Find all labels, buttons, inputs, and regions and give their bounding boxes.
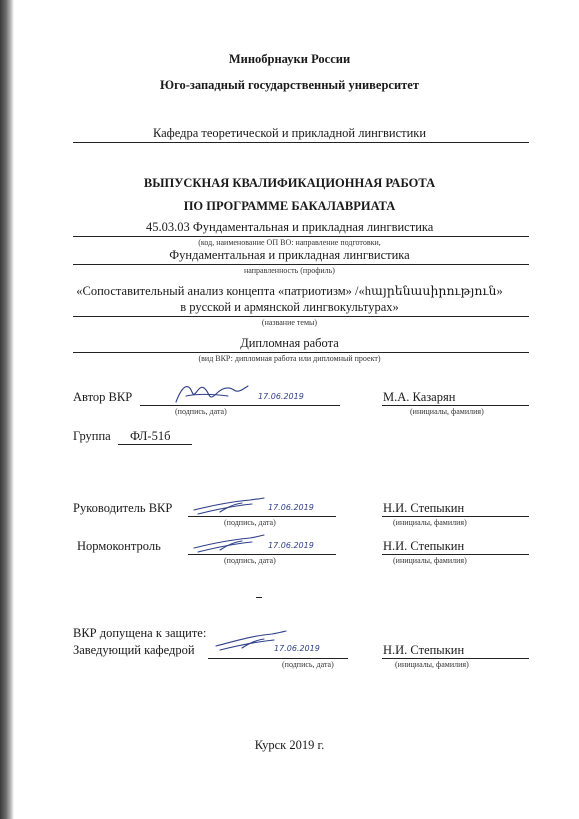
head-signature-date: 17.06.2019 <box>274 644 320 653</box>
author-name-caption: (инициалы, фамилия) <box>410 407 484 416</box>
stray-mark <box>256 597 262 598</box>
program-code-direction: 45.03.03 Фундаментальная и прикладная лингвистика <box>146 220 434 234</box>
supervisor-name: Н.И. Степыкин <box>383 501 465 515</box>
admission-name-underline <box>382 658 529 659</box>
head-name: Н.И. Степыкин <box>383 643 465 657</box>
department-name: Кафедра теоретической и прикладной лингвистики <box>152 126 427 140</box>
group-value: ФЛ-51б <box>130 429 171 443</box>
normcontrol-name-underline <box>382 554 529 555</box>
normcontrol-signature-date: 17.06.2019 <box>268 541 314 550</box>
supervisor-signature-date: 17.06.2019 <box>268 503 314 512</box>
normcontrol-sign-caption: (подпись, дата) <box>224 556 276 565</box>
normcontrol-name-caption: (инициалы, фамилия) <box>393 556 467 565</box>
work-type-value: Дипломная работа <box>240 336 339 350</box>
university-name: Юго-западный государственный университет <box>160 78 419 92</box>
supervisor-signature <box>190 494 270 518</box>
admission-name-caption: (инициалы, фамилия) <box>395 660 469 669</box>
admission-sign-caption: (подпись, дата) <box>282 660 334 669</box>
normcontrol-label: Нормоконтроль <box>77 539 161 553</box>
profile-underline <box>73 264 529 265</box>
group-underline <box>118 444 192 445</box>
supervisor-name-caption: (инициалы, фамилия) <box>393 518 467 527</box>
author-name: М.А. Казарян <box>383 390 456 404</box>
topic-line1: «Сопоставительный анализ концепта «патриотизм» /«hայրենասիրություն» <box>76 284 503 298</box>
scan-binding-edge <box>0 0 14 819</box>
head-of-department-label: Заведующий кафедрой <box>73 643 195 657</box>
group-label: Группа <box>73 429 111 443</box>
work-type-underline <box>73 352 529 353</box>
admission-label: ВКР допущена к защите: <box>73 626 207 640</box>
admission-signature-line <box>208 658 348 659</box>
topic-caption: (название темы) <box>261 318 318 327</box>
author-signature <box>172 378 252 408</box>
supervisor-sign-caption: (подпись, дата) <box>224 518 276 527</box>
program-code-caption: (код, наименование ОП ВО: направление подготовки, <box>198 238 381 247</box>
city-year: Курск 2019 г. <box>254 738 325 752</box>
topic-line2: в русской и армянской лингвокультурах» <box>180 300 399 314</box>
supervisor-label: Руководитель ВКР <box>73 501 173 515</box>
department-underline <box>73 142 529 143</box>
author-label: Автор ВКР <box>73 390 133 404</box>
topic-underline <box>73 316 529 317</box>
document-title-line2: ПО ПРОГРАММЕ БАКАЛАВРИАТА <box>183 199 396 213</box>
normcontrol-signature <box>190 530 270 556</box>
author-signature-date: 17.06.2019 <box>258 392 304 401</box>
profile-caption: направленность (профиль) <box>244 266 335 275</box>
document-title-line1: ВЫПУСКНАЯ КВАЛИФИКАЦИОННАЯ РАБОТА <box>143 176 436 190</box>
supervisor-name-underline <box>382 516 529 517</box>
author-name-underline <box>382 405 529 406</box>
author-sign-caption: (подпись, дата) <box>175 407 227 416</box>
program-underline <box>73 236 529 237</box>
normcontrol-name: Н.И. Степыкин <box>383 539 465 553</box>
program-profile: Фундаментальная и прикладная лингвистика <box>169 248 410 262</box>
work-type-caption: (вид ВКР: дипломная работа или дипломный проект) <box>198 354 381 363</box>
ministry-name: Минобрнауки России <box>228 52 351 66</box>
